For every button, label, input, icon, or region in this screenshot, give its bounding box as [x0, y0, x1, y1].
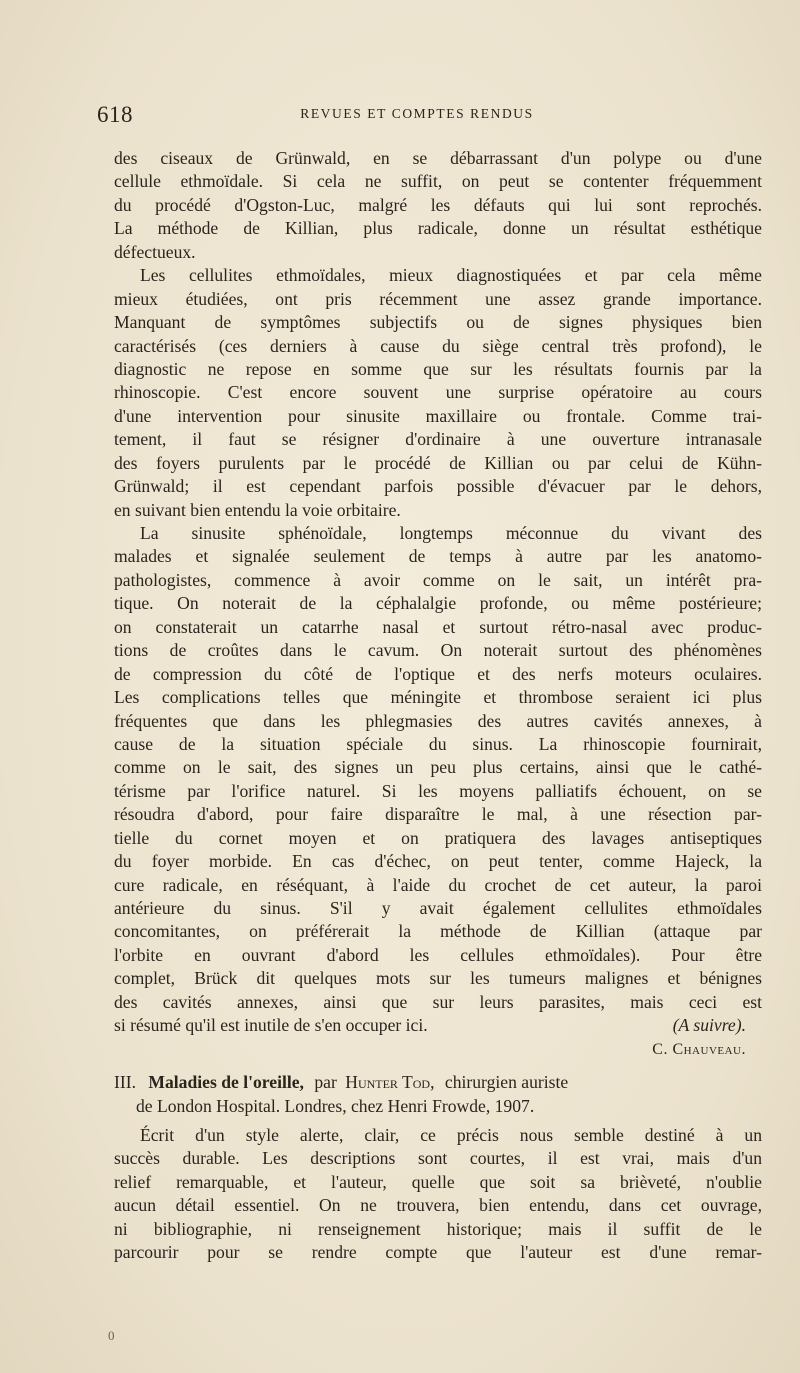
text-line: Grünwald; il est cependant parfois possible d'évacuer par le dehors, [114, 476, 762, 497]
continuation-note: (A suivre). [672, 1015, 746, 1036]
text-line-with-continuation [114, 1014, 762, 1037]
review-author-prefix: par [314, 1072, 337, 1093]
text-line: résoudra d'abord, pour faire disparaître le mal, à une résection par- [114, 804, 762, 825]
text-line: Les cellulites ethmoïdales, mieux diagnostiquées et par cela même [140, 265, 762, 286]
text-line: Écrit d'un style alerte, clair, ce précis nous semble destiné à un [140, 1124, 762, 1145]
paragraph-grunwald [114, 147, 762, 264]
text-line: La sinusite sphénoïdale, longtemps méconnue du vivant des [140, 523, 762, 543]
text-line: La méthode de Killian, plus radicale, donne un résultat esthétique [114, 218, 762, 239]
text-line: de compression du côté de l'optique et des nerfs moteurs oculaires. [114, 663, 762, 684]
text-line: térisme par l'orifice naturel. Si les moyens palliatifs échouent, on se [114, 780, 762, 801]
text-line: diagnostic ne repose en somme que sur les résultats fournis par la [114, 358, 762, 379]
text-line: ni bibliographie, ni renseignement historique; mais il suffit de le [114, 1218, 762, 1239]
text-line: d'une intervention pour sinusite maxillaire ou frontale. Comme trai- [114, 405, 762, 426]
review-author-role: chirurgien auriste [444, 1072, 569, 1093]
text-line: tique. On noterait de la céphalalgie profonde, ou même postérieure; [114, 593, 762, 614]
text-line: cellule ethmoïdale. Si cela ne suffit, on peut se contenter fréquemment [114, 171, 762, 192]
text-line: du procédé d'Ogston-Luc, malgré les défauts qui lui sont reprochés. [114, 194, 762, 215]
text-line: malades et signalée seulement de temps à autre par les anatomo- [114, 546, 762, 567]
review-title: Maladies de l'oreille, [148, 1072, 304, 1093]
text-line: relief remarquable, et l'auteur, quelle que soit sa brièveté, n'oublie [114, 1171, 762, 1192]
text-line: tielle du cornet moyen et on pratiquera des lavages antiseptiques [114, 827, 762, 848]
running-head: REVUES ET COMPTES RENDUS [300, 106, 534, 121]
text-line: mieux étudiées, ont pris récemment une assez grande importance. [114, 288, 762, 309]
paragraph-sinusite [114, 522, 762, 1038]
text-line: comme on le sait, des signes un peu plus certains, ainsi que le cathé- [114, 757, 762, 778]
review-entry [114, 1071, 762, 1118]
text-line: des ciseaux de Grünwald, en se débarrassant d'un polype ou d'une [114, 148, 762, 168]
review-heading-line [114, 1071, 762, 1094]
text-line: Les complications telles que méningite et thrombose seraient ici plus [114, 687, 762, 708]
body-text [114, 147, 762, 1265]
paragraph-cellulites [114, 264, 762, 522]
page-number: 618 [97, 102, 133, 127]
text-line: succès durable. Les descriptions sont courtes, il est vrai, mais d'un [114, 1148, 762, 1169]
text-line: cure radicale, en réséquant, à l'aide du crochet de cet auteur, la paroi [114, 874, 762, 895]
text-line: en suivant bien entendu la voie orbitaire. [114, 499, 401, 520]
text-line: aucun détail essentiel. On ne trouvera, bien entendu, dans cet ouvrage, [114, 1195, 762, 1216]
text-line: on constaterait un catarrhe nasal et surtout rétro-nasal avec produc- [114, 616, 762, 637]
text-line: antérieure du sinus. S'il y avait également cellulites ethmoïdales [114, 898, 762, 918]
page-header [97, 102, 737, 132]
section-gap [114, 1061, 762, 1071]
text-line: tions de croûtes dans le cavum. On noterait surtout des phénomènes [114, 640, 762, 661]
text-line: complet, Brück dit quelques mots sur les tumeurs malignes et bénignes [114, 968, 762, 989]
text-line: rhinoscopie. C'est encore souvent une surprise opératoire au cours [114, 382, 762, 403]
text-line: du foyer morbide. En cas d'échec, on peut tenter, comme Hajeck, la [114, 851, 762, 872]
text-line: l'orbite en ouvrant d'abord les cellules ethmoïdales). Pour être [114, 944, 762, 965]
footer-mark: 0 [108, 1328, 115, 1343]
text-line: parcourir pour se rendre compte que l'auteur est d'une remar- [114, 1242, 762, 1263]
review-number: III. [114, 1072, 136, 1093]
text-line: tement, il faut se résigner d'ordinaire à une ouverture intranasale [114, 429, 762, 450]
text-line: pathologistes, commence à avoir comme on le sait, un intérêt pra- [114, 569, 762, 590]
author-signature: C. Chauveau. [652, 1040, 746, 1058]
text-line: fréquentes que dans les phlegmasies des autres cavités annexes, à [114, 710, 762, 731]
text-line: des cavités annexes, ainsi que sur leurs parasites, mais ceci est [114, 991, 762, 1012]
text-line: des foyers purulents par le procédé de Killian ou par celui de Kühn- [114, 452, 762, 473]
text-line: défectueux. [114, 241, 196, 262]
paragraph-review [114, 1124, 762, 1265]
review-publication-line: de London Hospital. Londres, chez Henri Frowde, 1907. [136, 1095, 535, 1116]
text-line: si résumé qu'il est inutile de s'en occuper ici. [114, 1015, 428, 1036]
text-line: caractérisés (ces derniers à cause du siège central très profond), le [114, 335, 762, 356]
text-line: Manquant de symptômes subjectifs ou de signes physiques bien [114, 312, 762, 333]
review-author: Hunter Tod, [345, 1072, 435, 1093]
text-line: cause de la situation spéciale du sinus. La rhinoscopie fournirait, [114, 733, 762, 754]
text-line: concomitantes, on préférerait la méthode de Killian (attaque par [114, 921, 762, 942]
